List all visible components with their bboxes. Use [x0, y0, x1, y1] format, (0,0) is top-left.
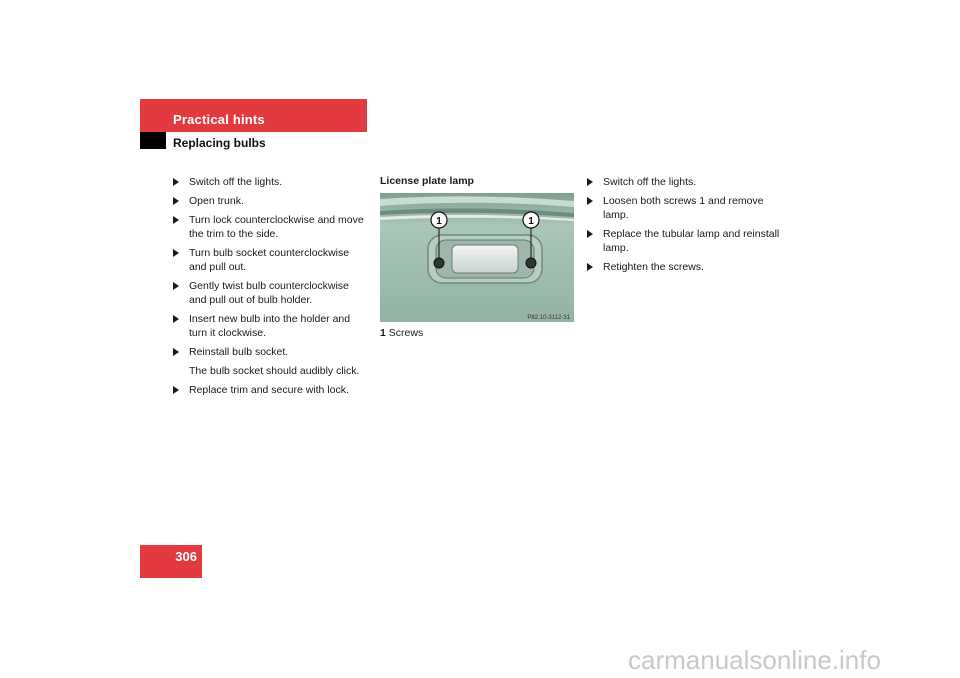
bullet-arrow-icon	[173, 249, 179, 257]
bullet-arrow-icon	[173, 348, 179, 356]
chapter-title: Practical hints	[173, 112, 265, 127]
lamp-illustration	[380, 193, 574, 322]
right-instructions	[587, 175, 782, 279]
step-item: Loosen both screws 1 and remove lamp.	[587, 194, 782, 222]
bullet-arrow-icon	[173, 178, 179, 186]
step-item: Replace trim and secure with lock.	[173, 383, 368, 397]
caption-number: 1	[380, 327, 386, 339]
bullet-arrow-icon	[173, 386, 179, 394]
step-item: Reinstall bulb socket.	[173, 345, 368, 359]
bullet-arrow-icon	[587, 178, 593, 186]
page-number-box	[140, 545, 202, 578]
step-item: Switch off the lights.	[173, 175, 368, 189]
section-marker	[140, 132, 166, 149]
step-item: Replace the tubular lamp and reinstall lamp.	[587, 227, 782, 255]
step-note: The bulb socket should audibly click.	[189, 365, 360, 377]
watermark: carmanualsonline.info	[628, 645, 881, 675]
step-item: Turn lock counterclockwise and move the trim to the side.	[173, 213, 368, 241]
section-title: Replacing bulbs	[173, 136, 266, 150]
left-instructions	[173, 175, 368, 402]
chapter-header-bar	[140, 99, 367, 132]
step-item: Retighten the screws.	[587, 260, 782, 274]
bullet-arrow-icon	[173, 282, 179, 290]
bullet-arrow-icon	[173, 315, 179, 323]
page-number: 306	[175, 549, 197, 564]
step-item: Switch off the lights.	[587, 175, 782, 189]
bullet-arrow-icon	[587, 263, 593, 271]
bullet-arrow-icon	[173, 216, 179, 224]
step-item: Open trunk.	[173, 194, 368, 208]
license-plate-lamp-figure	[380, 193, 574, 322]
bullet-arrow-icon	[173, 197, 179, 205]
callout-1-left: 1	[436, 216, 442, 227]
figure-heading: License plate lamp	[380, 175, 474, 187]
step-item: Insert new bulb into the holder and turn it clockwise.	[173, 312, 368, 340]
bullet-arrow-icon	[587, 197, 593, 205]
step-item: Turn bulb socket counterclockwise and pull out.	[173, 246, 368, 274]
figure-caption	[380, 327, 423, 339]
image-code: P82.10-3112-31	[527, 315, 570, 321]
step-item: Gently twist bulb counterclockwise and pull out of bulb holder.	[173, 279, 368, 307]
bullet-arrow-icon	[587, 230, 593, 238]
callout-1-right: 1	[528, 216, 534, 227]
caption-text: Screws	[388, 327, 424, 339]
